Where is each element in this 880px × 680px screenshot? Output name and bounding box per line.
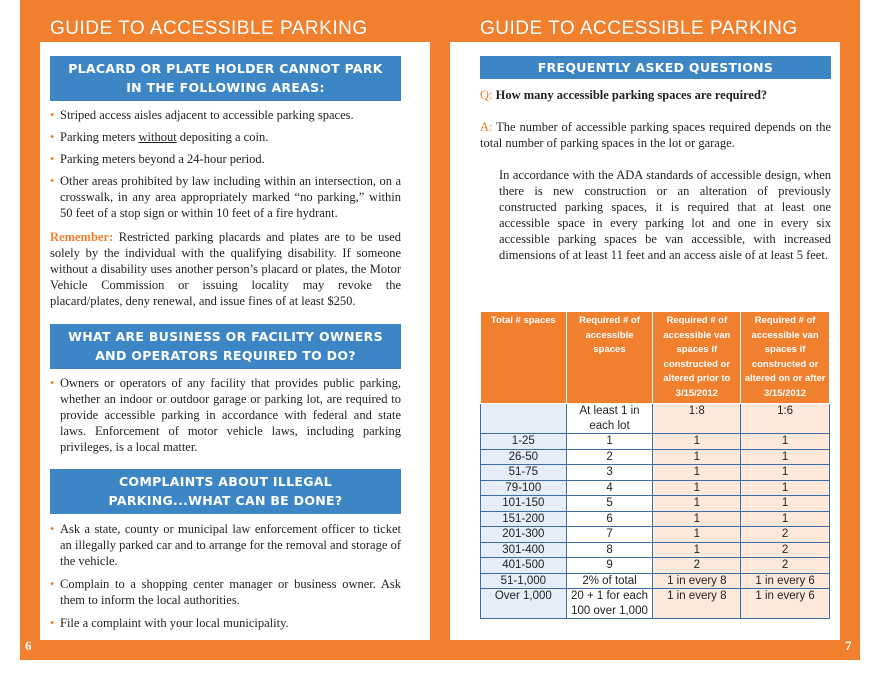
orange-frame-left: [20, 0, 40, 660]
table-cell: 1: [741, 434, 830, 450]
table-cell: 51-75: [481, 465, 567, 481]
column-header: Required # of accessible spaces: [566, 312, 653, 404]
table-row: [481, 589, 830, 619]
table-row: [481, 434, 830, 450]
table-cell: 2: [741, 542, 830, 558]
table-cell: 26-50: [481, 449, 567, 465]
table-cell: 4: [566, 480, 653, 496]
table-cell: 1-25: [481, 434, 567, 450]
faq-question: [480, 87, 831, 103]
list-item: • Striped access aisles adjacent to accessible parking spaces.: [50, 108, 354, 122]
table-cell: 1: [566, 434, 653, 450]
table-row: [481, 449, 830, 465]
complaints-list: [50, 521, 401, 637]
table-cell: 1 in every 8: [653, 573, 741, 589]
table-cell: 1 in every 8: [653, 589, 741, 619]
table-cell: 9: [566, 558, 653, 574]
table-cell: 1: [653, 465, 741, 481]
cannot-park-list: [50, 107, 401, 227]
table-row: [481, 496, 830, 512]
table-cell: 1: [653, 480, 741, 496]
table-row: [481, 465, 830, 481]
section-heading-owners: [50, 324, 401, 369]
left-page-number: 6: [25, 638, 32, 653]
heading-line: PLACARD OR PLATE HOLDER CANNOT PARK: [68, 61, 383, 76]
heading-line: PARKING...WHAT CAN BE DONE?: [108, 493, 343, 508]
a-label: A:: [480, 120, 493, 134]
table-row: [481, 542, 830, 558]
table-cell: 7: [566, 527, 653, 543]
table-cell: 1: [741, 496, 830, 512]
table-cell: 1: [653, 449, 741, 465]
table-cell: 1: [653, 542, 741, 558]
table-cell: 1: [653, 511, 741, 527]
table-cell: 1: [741, 449, 830, 465]
q-label: Q:: [480, 88, 493, 102]
table-header-row: [481, 312, 830, 404]
table-cell: 1:6: [741, 404, 830, 434]
table-row: [481, 558, 830, 574]
question-text: How many accessible parking spaces are required?: [495, 88, 768, 102]
table-cell: 79-100: [481, 480, 567, 496]
table-cell: 1:8: [653, 404, 741, 434]
table-cell: 8: [566, 542, 653, 558]
left-page-title: GUIDE TO ACCESSIBLE PARKING: [50, 18, 368, 39]
table-cell: 1: [653, 434, 741, 450]
heading-line: WHAT ARE BUSINESS OR FACILITY OWNERS: [68, 329, 383, 344]
faq-answer: [480, 119, 831, 151]
table-cell: 2: [741, 527, 830, 543]
remember-paragraph: [50, 229, 401, 309]
column-header: Required # of accessible van spaces if constructed or altered on or after 3/15/2012: [741, 312, 830, 404]
right-page-number: 7: [845, 638, 852, 653]
table-cell: 1: [741, 480, 830, 496]
orange-frame-right: [840, 0, 860, 660]
table-cell: 1 in every 6: [741, 589, 830, 619]
answer-text-1: The number of accessible parking spaces required depends on the total number of parking spaces in the lot or garage.: [480, 120, 831, 150]
orange-frame-gutter: [430, 0, 450, 660]
faq-heading: FREQUENTLY ASKED QUESTIONS: [480, 56, 831, 79]
table-row: [481, 511, 830, 527]
list-item: • Ask a state, county or municipal law enforcement officer to ticket an illegally parked car and to arrange for the removal and storage of the vehicle.: [50, 522, 401, 568]
remember-text: Restricted parking placards and plates are to be used solely by the individual with the qualifying disability. If someone without a disability uses another person’s placard or plates, the Motor Vehicle Commission or issuing locality may revoke the placard/plates, deny renewal, and issue fines of at least $250.: [50, 230, 401, 308]
table-cell: [481, 404, 567, 434]
table-cell: 2: [566, 449, 653, 465]
list-item: • Other areas prohibited by law including within an intersection, on a crosswalk, in any area appropriately marked “no parking,” within 50 feet of a stop sign or within 10 feet of a fire hydrant.: [50, 174, 401, 220]
table-cell: 301-400: [481, 542, 567, 558]
list-item: • Owners or operators of any facility that provides public parking, whether an indoor or outdoor garage or parking lot, are required to provide accessible parking in accordance with federal and state laws. Enforcement of motor vehicle laws, including parking privileges, is a local matter.: [50, 376, 401, 454]
right-page-title: GUIDE TO ACCESSIBLE PARKING: [480, 18, 798, 39]
table-cell: 2: [653, 558, 741, 574]
table-cell: 1: [741, 511, 830, 527]
orange-frame-bottom: [20, 640, 860, 660]
table-row: [481, 480, 830, 496]
table-cell: 20 + 1 for each 100 over 1,000: [566, 589, 653, 619]
heading-line: AND OPERATORS REQUIRED TO DO?: [95, 348, 356, 363]
faq-answer-2: In accordance with the ADA standards of accessible design, when there is new construction or an alteration of previously constructed parking spaces, it is required that at least one accessible space in every parking lot and one in every six accessible parking spaces be van accessible, with increased dimensions of at least 11 feet and an access aisle of at least 5 feet.: [499, 168, 831, 262]
table-row: [481, 527, 830, 543]
list-item: • File a complaint with your local municipality.: [50, 616, 289, 630]
owners-list: [50, 375, 401, 461]
parking-requirements-table: [480, 311, 830, 619]
section-heading-complaints: [50, 469, 401, 514]
table-cell: 101-150: [481, 496, 567, 512]
table-cell: 6: [566, 511, 653, 527]
table-cell: 51-1,000: [481, 573, 567, 589]
list-item: • Parking meters without depositing a coin.: [50, 130, 269, 144]
table-row: [481, 573, 830, 589]
table-cell: 2: [741, 558, 830, 574]
table-row: [481, 404, 830, 434]
column-header: Required # of accessible van spaces if constructed or altered prior to 3/15/2012: [653, 312, 741, 404]
table-cell: 1: [653, 496, 741, 512]
table-cell: 201-300: [481, 527, 567, 543]
table-cell: 3: [566, 465, 653, 481]
list-item: • Complain to a shopping center manager or business owner. Ask them to inform the local authorities.: [50, 577, 401, 607]
table-cell: 1: [653, 527, 741, 543]
heading-line: COMPLAINTS ABOUT ILLEGAL: [118, 474, 333, 489]
table-cell: At least 1 in each lot: [566, 404, 653, 434]
table-cell: 1: [741, 465, 830, 481]
table-cell: Over 1,000: [481, 589, 567, 619]
column-header: Total # spaces: [481, 312, 567, 404]
table-cell: 401-500: [481, 558, 567, 574]
table-cell: 2% of total: [566, 573, 653, 589]
section-heading-cannot-park: [50, 56, 401, 101]
list-item: • Parking meters beyond a 24-hour period.: [50, 152, 265, 166]
heading-line: IN THE FOLLOWING AREAS:: [126, 80, 325, 95]
remember-label: Remember:: [50, 230, 114, 244]
table-cell: 151-200: [481, 511, 567, 527]
table-cell: 5: [566, 496, 653, 512]
table-cell: 1 in every 6: [741, 573, 830, 589]
underlined-word: without: [138, 130, 177, 144]
